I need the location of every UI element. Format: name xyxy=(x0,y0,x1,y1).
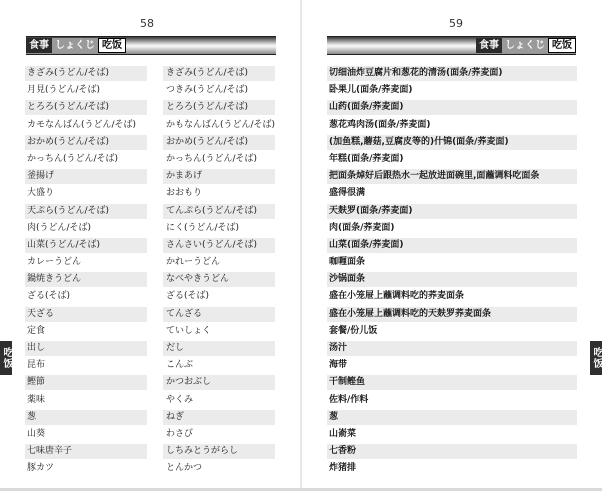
japanese-term: 七味唐辛子 xyxy=(27,446,73,457)
vocab-row xyxy=(25,306,275,323)
hiragana-reading: にく(うどん/そば) xyxy=(166,222,240,233)
hiragana-reading: かつおぶし xyxy=(166,377,212,388)
page-number: 58 xyxy=(140,17,154,30)
chinese-translation: 卧果儿(面条/荞麦面) xyxy=(329,85,413,96)
vocab-row xyxy=(25,323,275,340)
hiragana-reading: おかめ(うどん/そば) xyxy=(166,136,249,147)
translation-row xyxy=(327,117,577,134)
japanese-term: カモなんばん(うどん/そば) xyxy=(27,119,137,130)
page-number: 59 xyxy=(449,17,463,30)
japanese-term: 定食 xyxy=(27,325,46,336)
vocab-row xyxy=(25,288,275,305)
translation-row xyxy=(327,254,577,271)
vocab-row xyxy=(25,443,275,460)
japanese-term: 釜揚げ xyxy=(27,171,55,182)
vocab-row xyxy=(25,254,275,271)
hiragana-reading: なべやきうどん xyxy=(166,274,230,285)
hiragana-reading: こんぶ xyxy=(166,360,194,371)
chinese-translation: 葱花鸡肉汤(面条/荞麦面) xyxy=(329,119,431,130)
vocab-row xyxy=(25,134,275,151)
translation-list xyxy=(327,65,577,478)
hiragana-reading: ねぎ xyxy=(166,411,185,422)
row-shade xyxy=(327,341,577,356)
translation-row xyxy=(327,203,577,220)
translation-row xyxy=(327,65,577,82)
hiragana-reading: ていしょく xyxy=(166,325,212,336)
hiragana-reading: さんさい(うどん/そば) xyxy=(166,239,258,250)
header-tab-shokuji-kana: しょくじ xyxy=(502,38,548,53)
chinese-translation: 套餐/份儿饭 xyxy=(329,325,378,336)
hiragana-reading: わさび xyxy=(166,428,194,439)
hiragana-reading: きざみ(うどん/そば) xyxy=(166,68,249,78)
japanese-term: 出し xyxy=(27,343,46,353)
translation-row xyxy=(327,323,577,340)
vocab-row xyxy=(25,340,275,357)
chinese-translation: 山药(面条/荞麦面) xyxy=(329,102,404,113)
side-index-tab: 吃饭 xyxy=(590,341,602,375)
japanese-term: 豚カツ xyxy=(27,463,55,474)
chinese-translation: 年糕(面条/荞麦面) xyxy=(329,153,404,164)
chinese-translation: 干制鲣鱼 xyxy=(329,377,366,388)
row-shade xyxy=(25,410,147,425)
chinese-translation: 葱 xyxy=(329,411,339,422)
japanese-term: かっちん(うどん/そば) xyxy=(27,153,119,164)
chinese-translation: 汤汁 xyxy=(329,343,348,353)
chinese-translation: 肉(面条/荞麦面) xyxy=(329,222,395,233)
japanese-term: 葱 xyxy=(27,411,37,422)
vocab-row xyxy=(25,426,275,443)
header-tab-chifan: 吃饭 xyxy=(548,38,576,53)
japanese-term: 天ざる xyxy=(27,308,55,319)
translation-row xyxy=(327,151,577,168)
vocab-row xyxy=(25,203,275,220)
japanese-term: 薬味 xyxy=(27,394,46,405)
vocab-row xyxy=(25,151,275,168)
japanese-term: おかめ(うどん/そば) xyxy=(27,136,110,147)
japanese-term: きざみ(うどん/そば) xyxy=(27,68,110,78)
hiragana-reading: しちみとうがらし xyxy=(166,446,239,457)
vocab-row xyxy=(25,65,275,82)
vocab-row xyxy=(25,220,275,237)
japanese-term: 昆布 xyxy=(27,360,46,371)
vocab-row xyxy=(25,185,275,202)
translation-row xyxy=(327,392,577,409)
vocab-row xyxy=(25,357,275,374)
hiragana-reading: てんざる xyxy=(166,308,203,319)
translation-row xyxy=(327,374,577,391)
side-index-tab: 吃饭 xyxy=(0,341,12,375)
chinese-translation: 盛得很满 xyxy=(329,188,366,199)
chinese-translation: 沙锅面条 xyxy=(329,274,366,285)
header-tab-shokuji-kana: しょくじ xyxy=(52,38,98,53)
chinese-translation: 山嵛菜 xyxy=(329,428,357,439)
header-tab-shokuji-kanji: 食事 xyxy=(476,38,502,53)
chinese-translation: 盛在小笼屉上蘸调料吃的天麸罗荞麦面条 xyxy=(329,308,492,319)
hiragana-reading: つきみ(うどん/そば) xyxy=(166,85,249,96)
translation-row xyxy=(327,82,577,99)
hiragana-reading: かれーうどん xyxy=(166,257,221,268)
japanese-term: ざる(そば) xyxy=(27,291,71,302)
section-header xyxy=(26,36,276,55)
translation-row xyxy=(327,306,577,323)
chinese-translation: 咖喱面条 xyxy=(329,257,366,268)
chinese-translation: 炸猪排 xyxy=(329,463,357,474)
chinese-translation: 切细油炸豆腐片和葱花的清汤(面条/荞麦面) xyxy=(329,68,503,78)
translation-row xyxy=(327,99,577,116)
hiragana-reading: かもなんばん(うどん/そば) xyxy=(166,119,276,130)
hiragana-reading: かっちん(うどん/そば) xyxy=(166,153,258,164)
chinese-translation: 海带 xyxy=(329,360,348,371)
chinese-translation: 佐料/作料 xyxy=(329,394,369,405)
vocab-row xyxy=(25,237,275,254)
row-shade xyxy=(327,444,577,459)
translation-row xyxy=(327,288,577,305)
translation-row xyxy=(327,460,577,477)
translation-row xyxy=(327,409,577,426)
header-tab-chifan: 吃饭 xyxy=(98,38,126,53)
translation-row xyxy=(327,443,577,460)
header-tab-shokuji-kanji: 食事 xyxy=(26,38,52,53)
japanese-term: 鰹節 xyxy=(27,377,46,388)
hiragana-reading: やくみ xyxy=(166,394,194,405)
vocab-row xyxy=(25,99,275,116)
vocab-row xyxy=(25,460,275,477)
vocab-row xyxy=(25,392,275,409)
chinese-translation: 七香粉 xyxy=(329,446,357,457)
japanese-term: 月見(うどん/そば) xyxy=(27,85,101,96)
row-shade xyxy=(327,410,577,425)
translation-row xyxy=(327,220,577,237)
vocab-row xyxy=(25,168,275,185)
hiragana-reading: とろろ(うどん/そば) xyxy=(166,102,249,113)
japanese-term: 山葵 xyxy=(27,428,46,439)
hiragana-reading: てんぷら(うどん/そば) xyxy=(166,205,258,216)
translation-row xyxy=(327,357,577,374)
japanese-term: カレーうどん xyxy=(27,257,82,268)
chinese-translation: 天麸罗(面条/荞麦面) xyxy=(329,205,413,216)
hiragana-reading: かまあげ xyxy=(166,171,203,182)
vocab-row xyxy=(25,82,275,99)
vocab-row xyxy=(25,409,275,426)
left-page xyxy=(0,0,300,491)
vocab-row xyxy=(25,271,275,288)
japanese-term: 肉(うどん/そば) xyxy=(27,222,92,233)
vocab-row xyxy=(25,374,275,391)
vocab-row xyxy=(25,117,275,134)
translation-row xyxy=(327,340,577,357)
japanese-term: 大盛り xyxy=(27,188,55,199)
hiragana-reading: ざる(そば) xyxy=(166,291,210,302)
translation-row xyxy=(327,134,577,151)
japanese-term: 鍋焼きうどん xyxy=(27,274,82,285)
section-header xyxy=(327,36,576,55)
chinese-translation: (加鱼糕,蘑菇,豆腐皮等的)什锦(面条/荞麦面) xyxy=(329,136,509,147)
translation-row xyxy=(327,185,577,202)
vocab-list xyxy=(25,65,275,478)
japanese-term: 山菜(うどん/そば) xyxy=(27,239,101,250)
chinese-translation: 把面条焯好后跟热水一起放进面碗里,面蘸调料吃面条 xyxy=(329,171,540,182)
japanese-term: 天ぷら(うどん/そば) xyxy=(27,205,110,216)
chinese-translation: 盛在小笼屉上蘸调料吃的荞麦面条 xyxy=(329,291,465,302)
hiragana-reading: おおもり xyxy=(166,188,203,199)
right-page xyxy=(302,0,602,491)
translation-row xyxy=(327,237,577,254)
translation-row xyxy=(327,426,577,443)
japanese-term: とろろ(うどん/そば) xyxy=(27,102,110,113)
hiragana-reading: だし xyxy=(166,343,185,353)
translation-row xyxy=(327,168,577,185)
translation-row xyxy=(327,271,577,288)
hiragana-reading: とんかつ xyxy=(166,463,203,474)
chinese-translation: 山菜(面条/荞麦面) xyxy=(329,239,404,250)
